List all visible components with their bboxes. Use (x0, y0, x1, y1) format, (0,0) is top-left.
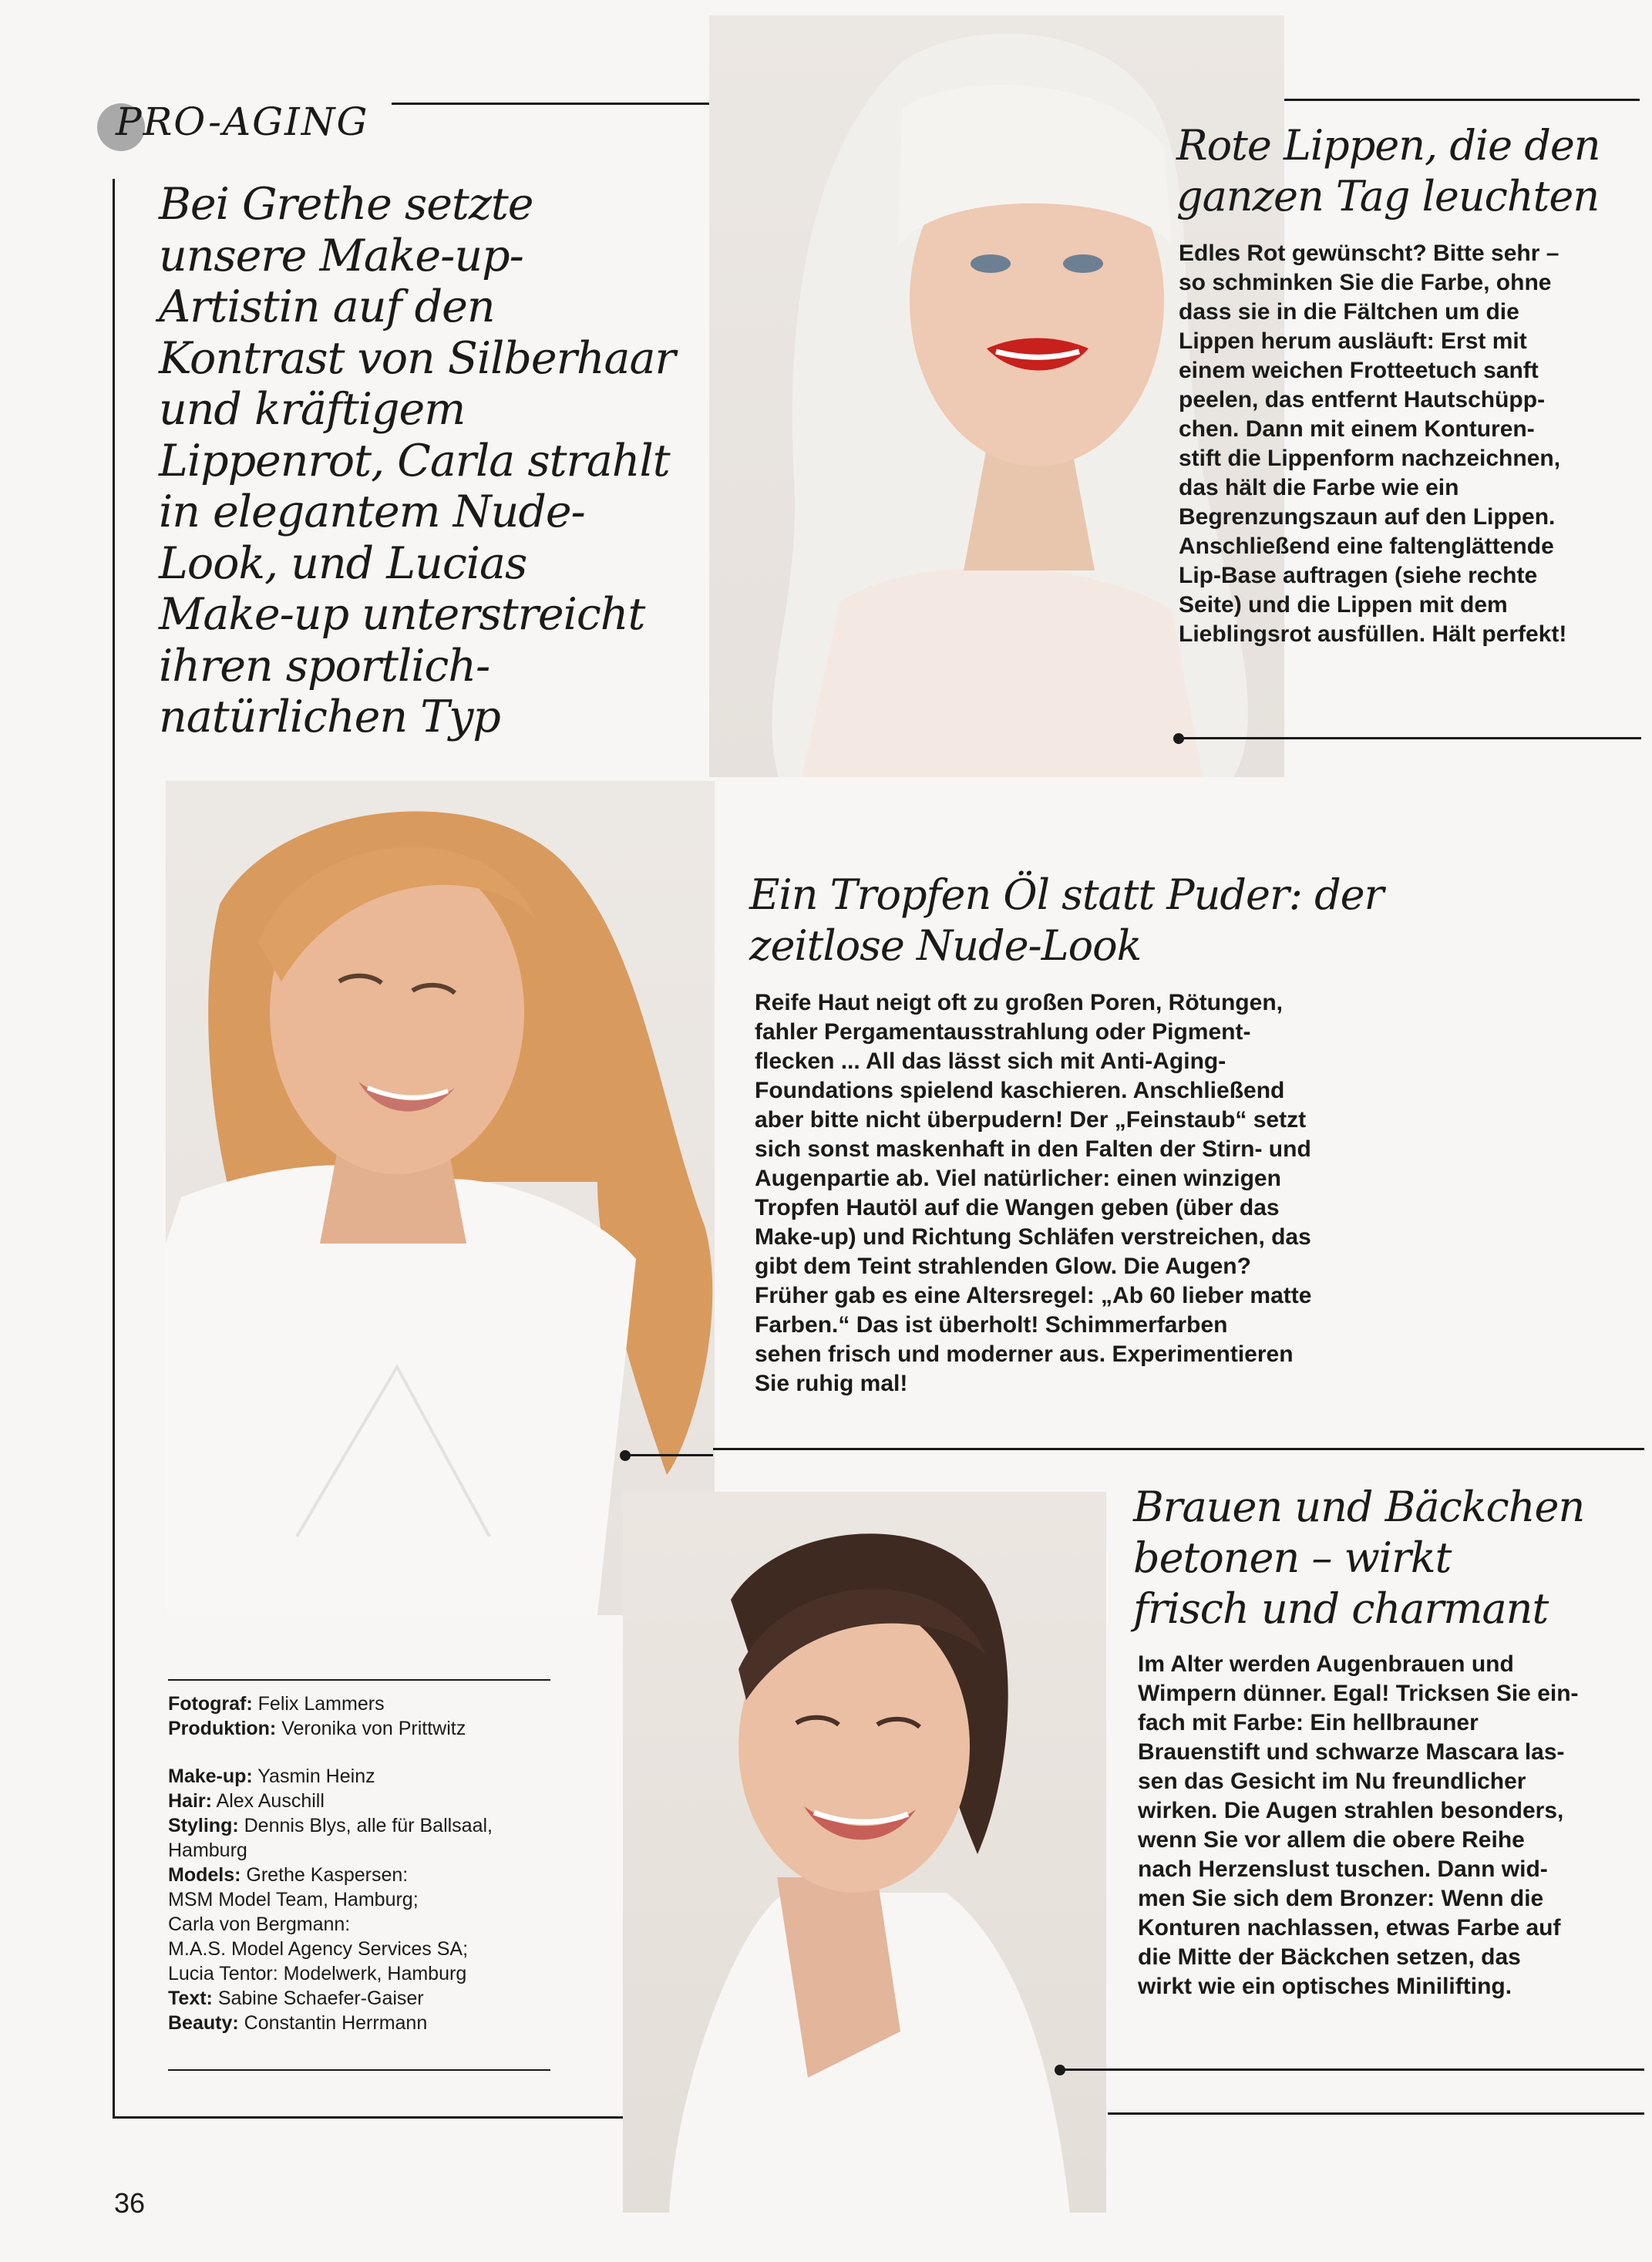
frame-bottom-rule (113, 2116, 623, 2119)
article2-body-line: aber bitte nicht überpudern! Der „Feinstaub“ setzt (755, 1107, 1307, 1133)
article1-body-line: chen. Dann mit einem Konturen- (1179, 416, 1535, 442)
intro-line: Kontrast von Silberhaar (159, 332, 675, 384)
article2-body-line: Make-up) und Richtung Schläfen verstreichen, das (755, 1224, 1311, 1250)
intro-line: Make-up unterstreicht (159, 589, 645, 640)
intro-quote (159, 179, 698, 743)
article3-body-line: Brauenstift und schwarze Mascara las- (1138, 1739, 1565, 1765)
article2-body (755, 988, 1448, 1399)
credit-row: Carla von Bergmann: (168, 1914, 351, 1935)
article3-body-line: Im Alter werden Augenbrauen und (1138, 1651, 1514, 1677)
article3-body-line: Konturen nachlassen, etwas Farbe auf (1138, 1915, 1561, 1941)
article2-heading-line: zeitlose Nude-Look (749, 921, 1142, 970)
intro-line: Lippenrot, Carla strahlt (159, 435, 670, 486)
portrait-lucia-illustration (623, 1492, 1106, 2213)
article3-body (1138, 1650, 1639, 2001)
article3-bottom-rule (1108, 2112, 1644, 2115)
article1-body-line: Lippen herum ausläuft: Erst mit (1179, 328, 1527, 354)
article2-body-line: flecken ... All das lässt sich mit Anti-Aging- (755, 1049, 1226, 1074)
article1-body-line: einem weichen Frotteetuch sanft (1179, 358, 1539, 383)
photo-lucia (623, 1492, 1106, 2213)
credits-top-rule (168, 1679, 550, 1681)
article3-body-line: sen das Gesicht im Nu freundlicher (1138, 1769, 1526, 1794)
intro-line: Look, und Lucias (159, 537, 527, 589)
credit-row: Models: Grethe Kaspersen: (168, 1864, 409, 1886)
article1-end-rule (1179, 737, 1641, 739)
credit-row: Fotograf: Felix Lammers (168, 1693, 385, 1715)
article3-body-line: nach Herzenslust tuschen. Dann wid- (1138, 1856, 1548, 1882)
article2-body-line: gibt dem Teint strahlenden Glow. Die Augen? (755, 1254, 1251, 1279)
article1-body-line: Anschließend eine faltenglättende (1179, 534, 1554, 559)
article2-body-line: fahler Pergamentausstrahlung oder Pigment- (755, 1019, 1251, 1045)
article1-heading-line: Rote Lippen, die den (1176, 121, 1600, 170)
article2-body-line: Augenpartie ab. Viel natürlicher: einen winzigen (755, 1166, 1281, 1191)
article2-heading-line: Ein Tropfen Öl statt Puder: der (749, 870, 1384, 919)
credit-row: Text: Sabine Schaefer-Gaiser (168, 1988, 424, 2009)
article2-heading (749, 870, 1520, 971)
intro-line: ihren sportlich- (159, 640, 490, 692)
article1-body (1179, 239, 1641, 649)
article2-body-line: Foundations spielend kaschieren. Anschließend (755, 1078, 1285, 1103)
intro-line: unsere Make-up- (159, 230, 523, 281)
article2-body-line: Tropfen Hautöl auf die Wangen geben (über das (755, 1195, 1280, 1220)
article3-heading-line: Brauen und Bäckchen (1133, 1483, 1585, 1531)
article3-body-line: Wimpern dünner. Egal! Tricksen Sie ein- (1138, 1681, 1579, 1706)
article2-body-line: sich sonst maskenhaft in den Falten der Stirn- und (755, 1136, 1311, 1162)
article3-end-rule (1061, 2068, 1644, 2071)
intro-line: und kräftigem (159, 384, 466, 435)
article2-body-line: sehen frisch und moderner aus. Experimentieren (755, 1341, 1294, 1367)
intro-line: in elegantem Nude- (159, 486, 585, 537)
frame-left-rule (113, 179, 115, 2119)
credit-row: Styling: Dennis Blys, alle für Ballsaal, (168, 1815, 493, 1836)
header-rule-right (1283, 99, 1640, 101)
article1-body-line: das hält die Farbe wie ein (1179, 475, 1459, 500)
article1-body-line: Begrenzungszaun auf den Lippen. (1179, 504, 1556, 530)
intro-line: Artistin auf den (159, 281, 495, 332)
article2-top-rule (713, 1448, 1644, 1450)
section-label: PRO-AGING (116, 99, 369, 144)
intro-line: natürlichen Typ (159, 692, 500, 742)
article1-heading-line: ganzen Tag leuchten (1176, 172, 1600, 220)
article3-heading-line: frisch und charmant (1133, 1584, 1549, 1633)
article1-body-line: so schminken Sie die Farbe, ohne (1179, 270, 1552, 295)
article3-body-line: fach mit Farbe: Ein hellbrauner (1138, 1710, 1479, 1735)
credit-row: Hamburg (168, 1840, 247, 1861)
article2-end-rule (626, 1454, 713, 1456)
credit-row: M.A.S. Model Agency Services SA; (168, 1938, 469, 1960)
portrait-carla-illustration (166, 781, 715, 1615)
article3-body-line: wirkt wie ein optisches Minilifting. (1138, 1974, 1512, 1999)
credits-bottom-rule (168, 2069, 550, 2071)
article3-body-line: men Sie sich dem Bronzer: Wenn die (1138, 1886, 1544, 1911)
article2-body-line: Sie ruhig mal! (755, 1371, 908, 1396)
credits-block (168, 1691, 553, 2035)
article3-body-line: wenn Sie vor allem die obere Reihe (1138, 1827, 1525, 1853)
intro-line: Bei Grethe setzte (159, 179, 533, 230)
article1-heading (1176, 120, 1639, 222)
credit-row: Produktion: Veronika von Prittwitz (168, 1718, 466, 1739)
article3-heading-line: betonen – wirkt (1133, 1533, 1452, 1582)
article1-body-line: Lip-Base auftragen (siehe rechte (1179, 563, 1538, 588)
credit-row: Hair: Alex Auschill (168, 1790, 325, 1812)
article1-body-line: Seite) und die Lippen mit dem (1179, 592, 1508, 618)
article3-heading (1133, 1482, 1627, 1634)
article1-body-line: dass sie in die Fältchen um die (1179, 299, 1519, 325)
credit-row: Make-up: Yasmin Heinz (168, 1766, 375, 1787)
credit-row: MSM Model Team, Hamburg; (168, 1889, 419, 1910)
article2-body-line: Früher gab es eine Altersregel: „Ab 60 lieber matte (755, 1283, 1312, 1308)
article2-body-line: Farben.“ Das ist überholt! Schimmerfarben (755, 1312, 1228, 1338)
article3-body-line: wirken. Die Augen strahlen besonders, (1138, 1798, 1564, 1823)
article1-body-line: Edles Rot gewünscht? Bitte sehr – (1179, 241, 1559, 266)
photo-carla (166, 781, 715, 1615)
page-number: 36 (114, 2187, 146, 2219)
article3-body-line: die Mitte der Bäckchen setzen, das (1138, 1944, 1521, 1970)
article2-body-line: Reife Haut neigt oft zu großen Poren, Rötungen, (755, 990, 1283, 1015)
header-rule-left (392, 103, 709, 105)
article1-body-line: stift die Lippenform nachzeichnen, (1179, 446, 1561, 471)
article1-body-line: peelen, das entfernt Hautschüpp- (1179, 387, 1546, 412)
article1-body-line: Lieblingsrot ausfüllen. Hält perfekt! (1179, 621, 1567, 647)
credit-row: Lucia Tentor: Modelwerk, Hamburg (168, 1963, 467, 1984)
credit-row: Beauty: Constantin Herrmann (168, 2012, 428, 2034)
